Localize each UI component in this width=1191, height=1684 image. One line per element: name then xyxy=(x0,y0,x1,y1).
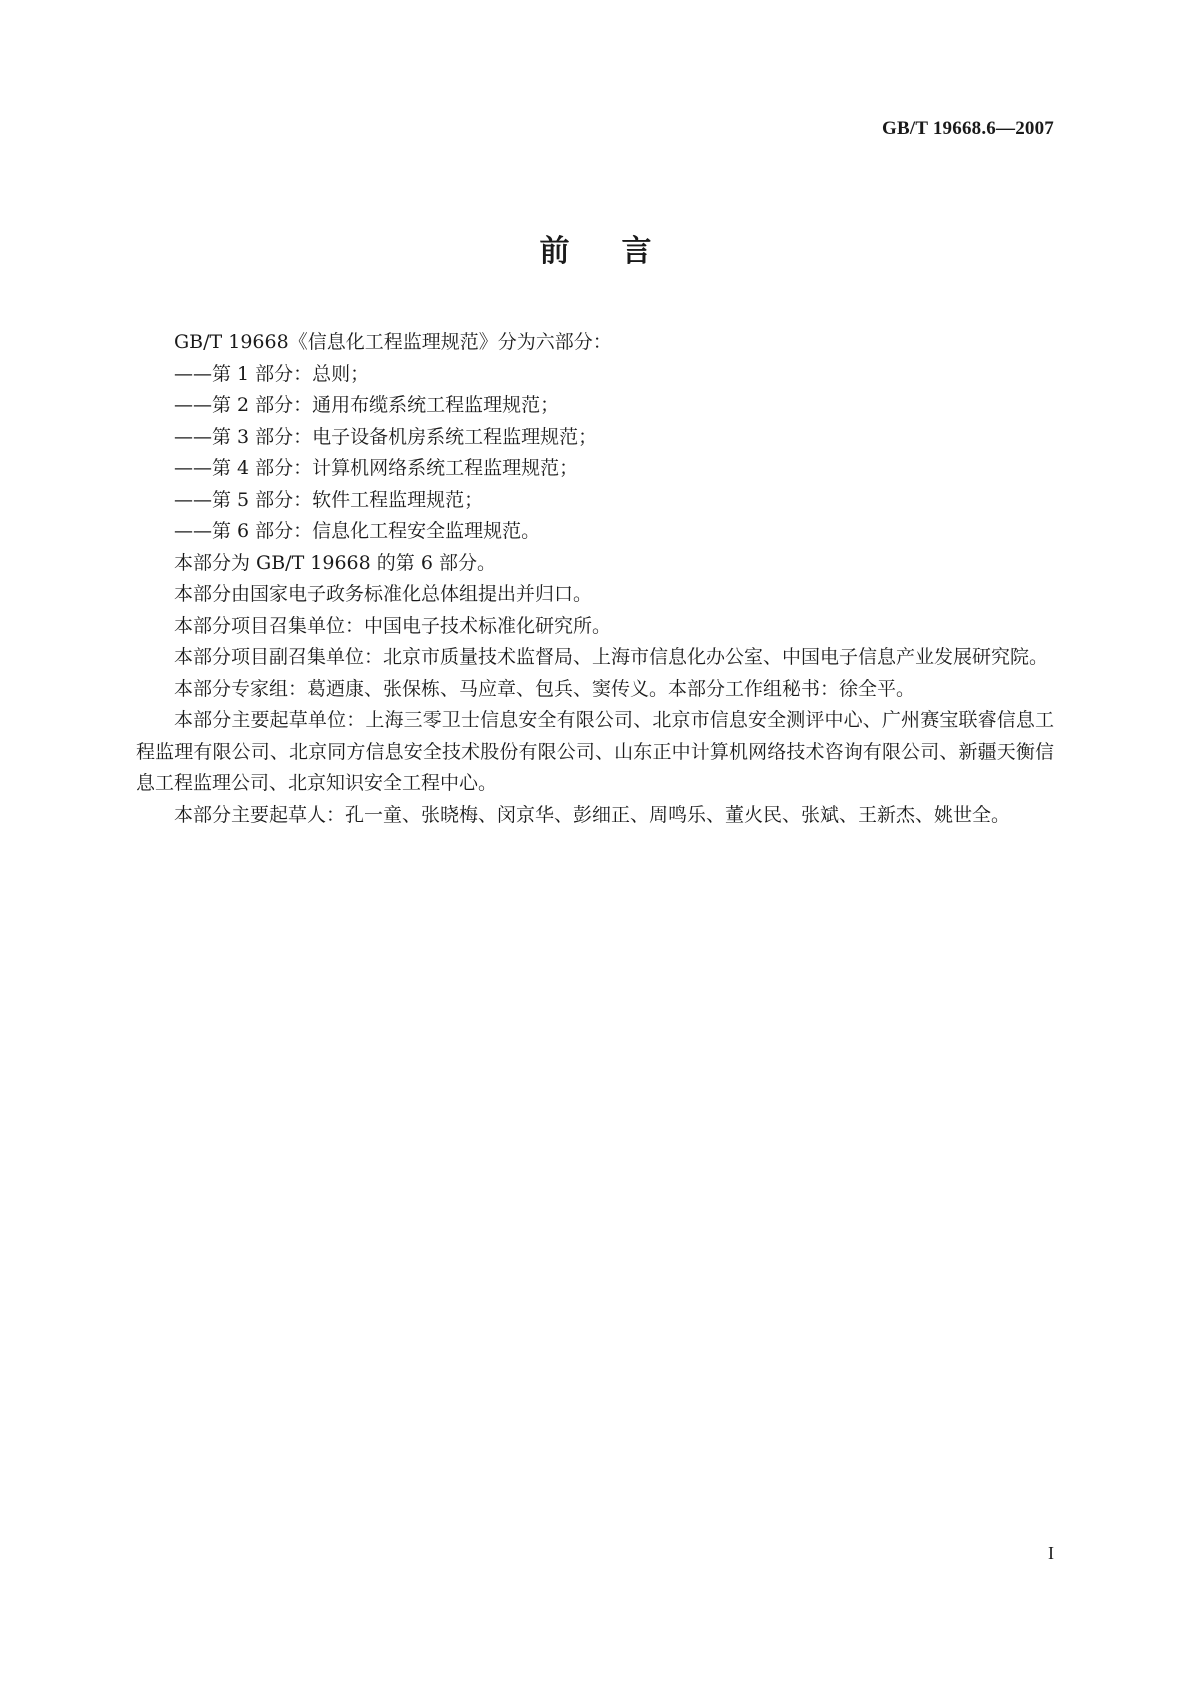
list-item-part-5: ——第 5 部分：软件工程监理规范； xyxy=(174,488,484,511)
proposer-paragraph: 本部分由国家电子政务标准化总体组提出并归口。 xyxy=(174,583,593,605)
list-item-part-1: ——第 1 部分：总则； xyxy=(174,362,370,385)
expert-group-paragraph: 本部分专家组：葛迺康、张保栋、马应章、包兵、窦传义。本部分工作组秘书：徐全平。 xyxy=(174,677,916,700)
drafting-units-paragraph: 本部分主要起草单位：上海三零卫士信息安全有限公司、北京市信息安全测评中心、广州赛宝联睿信息工程监理有限公司、北京同方信息安全技术股份有限公司、山东正中计算机网络技术咨询有限公司、新疆天衡信息工程监理公司、北京知识安全工程中心。 xyxy=(136,709,1054,794)
part-statement-paragraph: 本部分为 GB/T 19668 的第 6 部分。 xyxy=(174,551,496,574)
list-item-part-6: ——第 6 部分：信息化工程安全监理规范。 xyxy=(174,520,541,542)
convener-paragraph: 本部分项目召集单位：中国电子技术标准化研究所。 xyxy=(174,614,612,637)
page-title: 前言 xyxy=(539,234,704,269)
page-number: I xyxy=(1048,1543,1054,1563)
standard-number: GB/T 19668.6—2007 xyxy=(882,118,1054,139)
intro-paragraph: GB/T 19668《信息化工程监理规范》分为六部分： xyxy=(174,331,612,353)
list-item-part-4: ——第 4 部分：计算机网络系统工程监理规范； xyxy=(174,457,579,479)
vice-convener-paragraph: 本部分项目副召集单位：北京市质量技术监督局、上海市信息化办公室、中国电子信息产业发展研究院。 xyxy=(174,646,1049,668)
drafters-paragraph: 本部分主要起草人：孔一童、张晓梅、闵京华、彭细正、周鸣乐、董火民、张斌、王新杰、姚世全。 xyxy=(174,803,1011,826)
list-item-part-2: ——第 2 部分：通用布缆系统工程监理规范； xyxy=(174,394,560,416)
list-item-part-3: ——第 3 部分：电子设备机房系统工程监理规范； xyxy=(174,425,598,448)
foreword-body xyxy=(136,327,1054,831)
